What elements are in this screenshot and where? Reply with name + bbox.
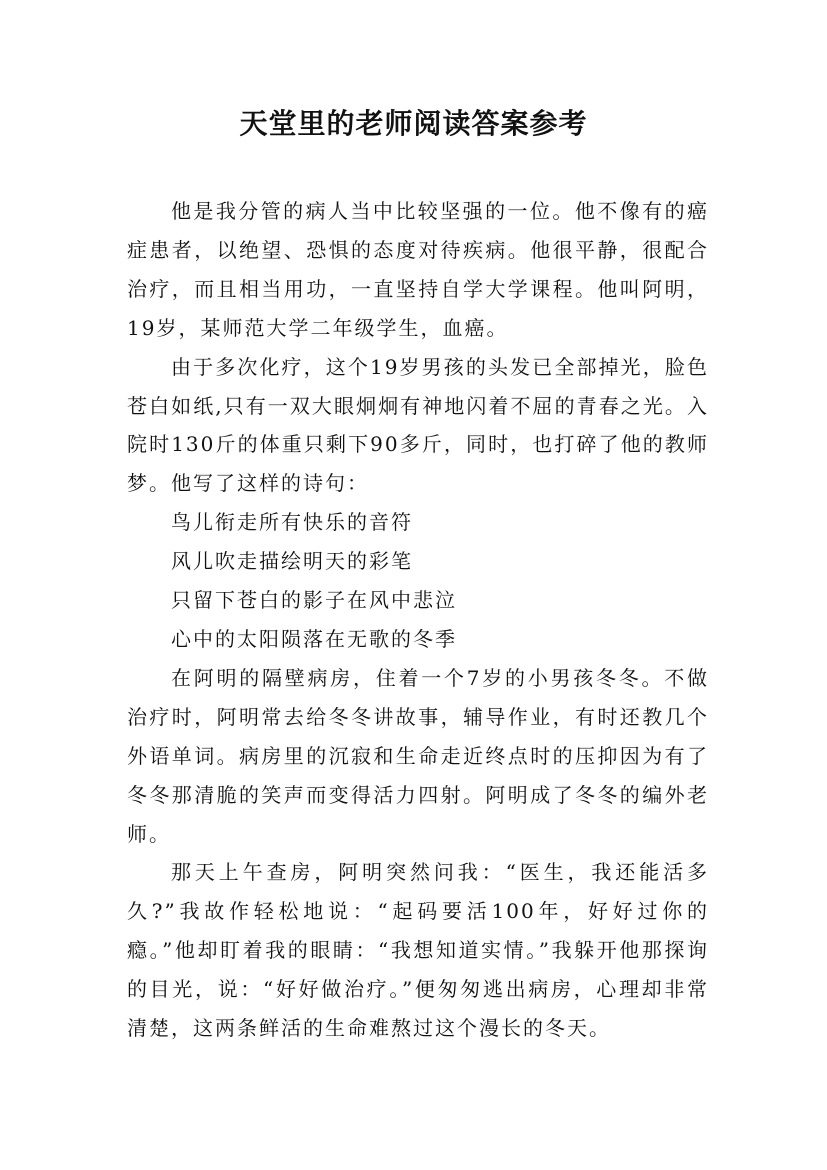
poem-line-3: 只留下苍白的影子在风中悲泣	[171, 588, 457, 613]
page-title: 天堂里的老师阅读答案参考	[239, 107, 588, 140]
paragraph-4: 那天上午查房，阿明突然问我：“医生，我还能活多久?”我故作轻松地说：“起码要活100年，好好过你的瘾。”他却盯着我的眼睛：“我想知道实情。”我躲开他那探询的目光，说：“好好做治疗。”便匆匆逃出病房，心理却非常清楚，这两条鲜活的生命难熬过这个漫长的冬天。	[127, 860, 709, 1041]
article-body	[127, 192, 709, 1048]
poem-line-2: 风儿吹走描绘明天的彩笔	[171, 549, 413, 574]
paragraph-1: 他是我分管的病人当中比较坚强的一位。他不像有的癌症患者，以绝望、恐惧的态度对待疾病。他很平静，很配合治疗，而且相当用功，一直坚持自学大学课程。他叫阿明，19岁，某师范大学二年级学生，血癌。	[127, 199, 709, 340]
poem-line-4: 心中的太阳陨落在无歌的冬季	[171, 626, 457, 651]
paragraph-3: 在阿明的隔壁病房，住着一个7岁的小男孩冬冬。不做治疗时，阿明常去给冬冬讲故事，辅导作业，有时还教几个外语单词。病房里的沉寂和生命走近终点时的压抑因为有了冬冬那清脆的笑声而变得活力四射。阿明成了冬冬的编外老师。	[127, 665, 709, 846]
paragraph-2: 由于多次化疗，这个19岁男孩的头发已全部掉光，脸色苍白如纸,只有一双大眼炯炯有神地闪着不屈的青春之光。入院时130斤的体重只剩下90多斤，同时，也打碎了他的教师梦。他写了这样的诗句：	[127, 354, 709, 496]
poem-line-1: 鸟儿衔走所有快乐的音符	[171, 510, 413, 535]
poem	[127, 503, 709, 659]
